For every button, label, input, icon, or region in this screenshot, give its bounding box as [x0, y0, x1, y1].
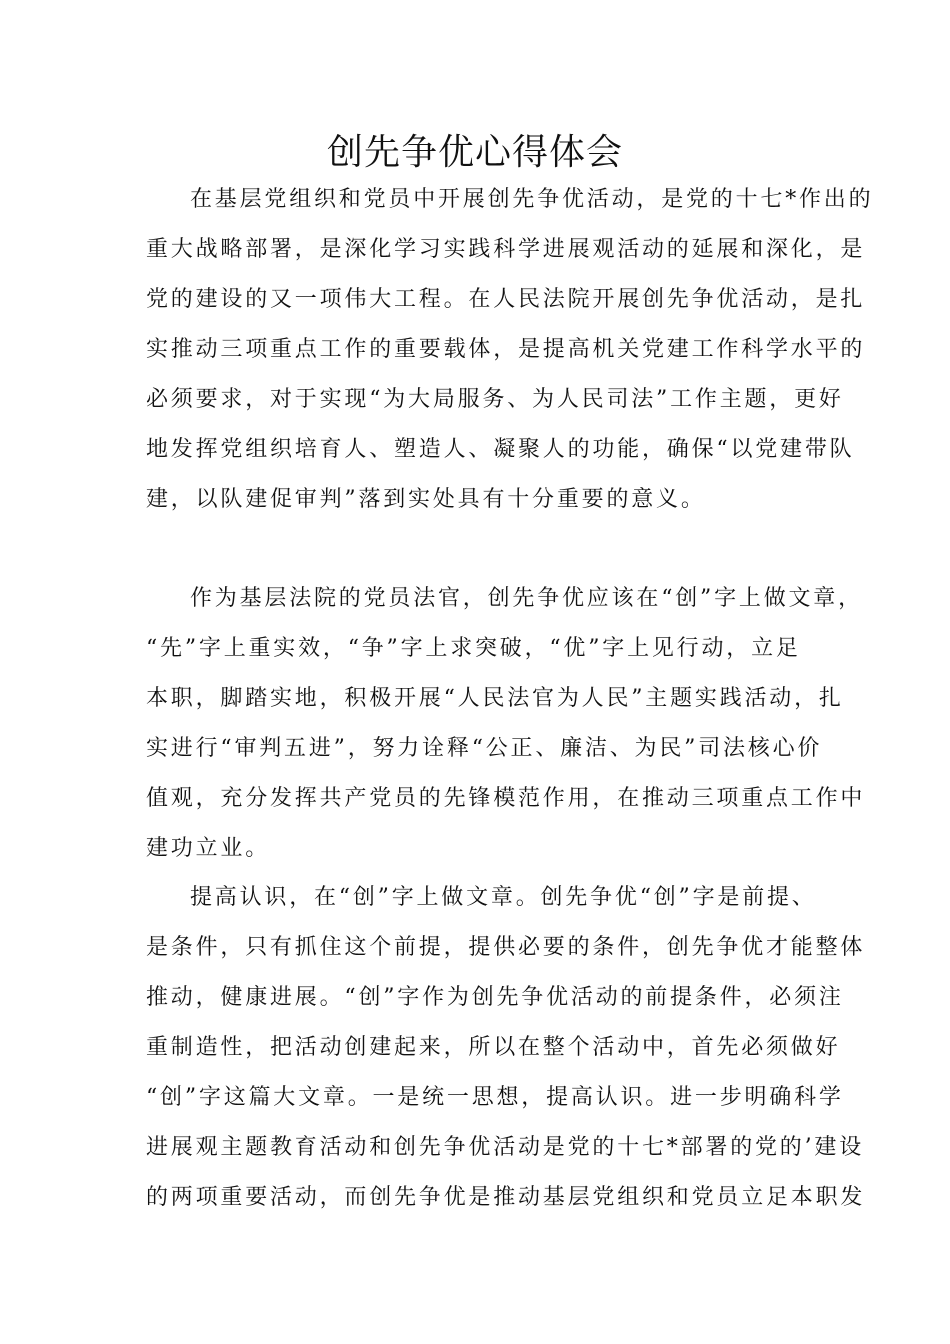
- paragraph-1-line-3: 党的建设的又一项伟大工程。在人民法院开展创先争优活动，是扎: [146, 287, 866, 312]
- paragraph-2-line-5: 值观，充分发挥共产党员的先锋模范作用，在推动三项重点工作中: [146, 786, 866, 811]
- paragraph-1-line-2: 重大战略部署，是深化学习实践科学进展观活动的延展和深化，是: [146, 237, 866, 262]
- paragraph-3-line-6: 进展观主题教育活动和创先争优活动是党的十七*部署的党的’建设: [146, 1135, 864, 1160]
- paragraph-3-line-7: 的两项重要活动，而创先争优是推动基层党组织和党员立足本职发: [146, 1185, 866, 1210]
- paragraph-1-line-7: 建，以队建促审判”落到实处具有十分重要的意义。: [146, 487, 706, 512]
- document-title: 创先争优心得体会: [326, 132, 623, 173]
- paragraph-1-line-5: 必须要求，对于实现“为大局服务、为人民司法”工作主题，更好: [146, 387, 844, 412]
- paragraph-2-line-4: 实进行“审判五进”，努力诠释“公正、廉洁、为民”司法核心价: [146, 736, 823, 761]
- paragraph-1-line-1: 在基层党组织和党员中开展创先争优活动，是党的十七*作出的: [190, 187, 874, 212]
- paragraph-1-line-6: 地发挥党组织培育人、塑造人、凝聚人的功能，确保“以党建带队: [146, 437, 855, 462]
- paragraph-2-line-3: 本职，脚踏实地，积极开展“人民法官为人民”主题实践活动，扎: [146, 686, 844, 711]
- paragraph-2-line-6: 建功立业。: [146, 836, 271, 861]
- paragraph-3-line-4: 重制造性，把活动创建起来，所以在整个活动中，首先必须做好: [146, 1035, 841, 1060]
- paragraph-3-line-2: 是条件，只有抓住这个前提，提供必要的条件，创先争优才能整体: [146, 935, 866, 960]
- paragraph-1-line-4: 实推动三项重点工作的重要载体，是提高机关党建工作科学水平的: [146, 337, 866, 362]
- paragraph-3-line-1: 提高认识，在“创”字上做文章。创先争优“创”字是前提、: [190, 885, 817, 910]
- paragraph-2-line-1: 作为基层法院的党员法官，创先争优应该在“创”字上做文章，: [190, 586, 863, 611]
- paragraph-3-line-3: 推动，健康进展。“创”字作为创先争优活动的前提条件，必须注: [146, 985, 844, 1010]
- paragraph-3-line-5: “创”字这篇大文章。一是统一思想，提高认识。进一步明确科学: [146, 1085, 844, 1110]
- paragraph-2-line-2: “先”字上重实效，“争”字上求突破，“优”字上见行动，立足: [146, 636, 801, 661]
